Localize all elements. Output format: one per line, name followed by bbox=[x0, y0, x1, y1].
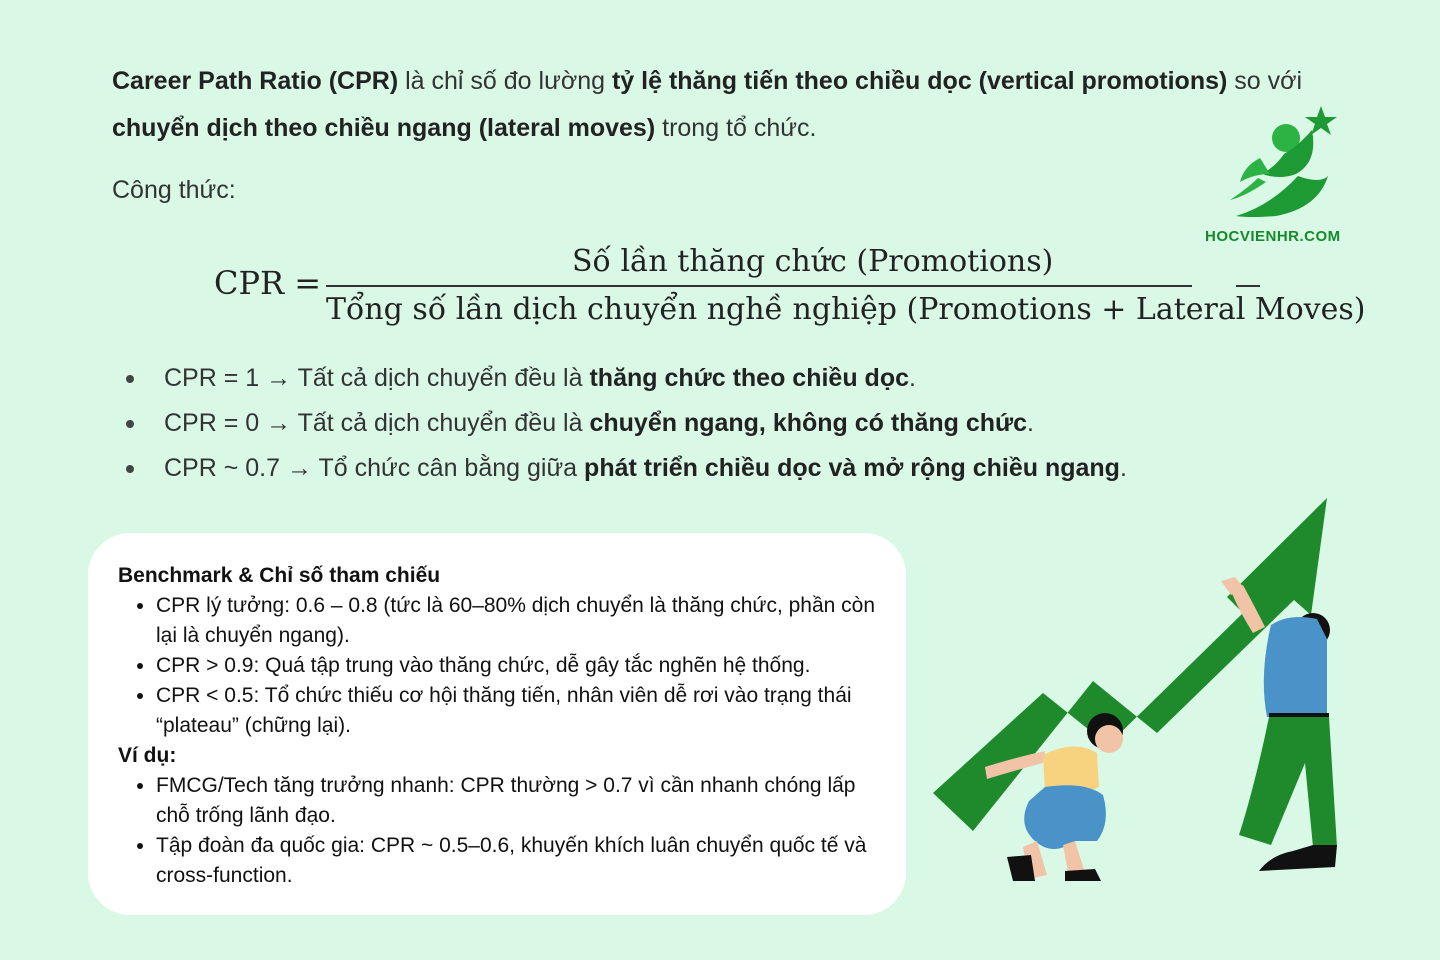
intro-vertical: tỷ lệ thăng tiến theo chiều dọc (vertical promotions) bbox=[611, 67, 1228, 95]
bullet-end: . bbox=[1119, 454, 1127, 482]
formula-lhs: CPR = bbox=[214, 264, 322, 302]
bullet-dot bbox=[126, 420, 134, 428]
card-content bbox=[118, 561, 878, 891]
bullet-end: . bbox=[909, 364, 916, 392]
fraction-bar bbox=[326, 285, 1192, 287]
list-item: • Tập đoàn đa quốc gia: CPR ~ 0.5–0.6, khuyến khích luân chuyển quốc tế và cross-function. bbox=[156, 831, 878, 891]
bullet-bold: chuyển ngang, không có thăng chức bbox=[589, 409, 1028, 437]
list-item bbox=[126, 446, 1127, 491]
bullet-bold: phát triển chiều dọc và mở rộng chiều ngang bbox=[584, 454, 1120, 482]
bullet-end: . bbox=[1027, 409, 1034, 437]
list-item: • FMCG/Tech tăng trưởng nhanh: CPR thường > 0.7 vì cần nhanh chóng lấp chỗ trống lãnh đạo. bbox=[156, 771, 878, 831]
intro-text: là chỉ số đo lường bbox=[398, 67, 612, 95]
growth-arrow-people-illustration bbox=[925, 495, 1345, 895]
list-item bbox=[126, 356, 1127, 401]
list-item: • CPR > 0.9: Quá tập trung vào thăng chức, dễ gây tắc nghẽn hệ thống. bbox=[156, 651, 878, 681]
formula-label: Công thức: bbox=[112, 176, 236, 204]
intro-term: Career Path Ratio (CPR) bbox=[112, 67, 399, 95]
formula-denominator: Tổng số lần dịch chuyển nghề nghiệp (Promotions + Lateral Moves) bbox=[326, 292, 1366, 327]
intro-lateral: chuyển dịch theo chiều ngang (lateral moves) bbox=[112, 114, 656, 142]
example-title: Ví dụ: bbox=[118, 744, 177, 767]
intro-text: trong tổ chức. bbox=[655, 114, 817, 142]
bullet-text: CPR ~ 0.7 → Tổ chức cân bằng giữa bbox=[164, 454, 585, 482]
example-list bbox=[118, 771, 878, 891]
bullet-bold: thăng chức theo chiều dọc bbox=[589, 364, 909, 392]
bullet-text: CPR = 1 → Tất cả dịch chuyển đều là bbox=[164, 364, 590, 392]
list-item bbox=[126, 401, 1127, 446]
cpr-formula bbox=[214, 244, 1366, 344]
formula-numerator: Số lần thăng chức (Promotions) bbox=[572, 244, 1054, 279]
list-item: • CPR < 0.5: Tổ chức thiếu cơ hội thăng tiến, nhân viên dễ rơi vào trạng thái “plateau” (chững lại). bbox=[156, 681, 878, 741]
bullet-text: CPR = 0 → Tất cả dịch chuyển đều là bbox=[164, 409, 590, 437]
benchmark-card bbox=[88, 533, 906, 915]
intro-paragraph bbox=[112, 58, 1312, 152]
intro-text: so với bbox=[1227, 67, 1303, 95]
cpr-bullet-list bbox=[126, 356, 1127, 491]
bullet-dot bbox=[126, 375, 134, 383]
benchmark-title: Benchmark & Chỉ số tham chiếu bbox=[118, 564, 441, 587]
list-item: • CPR lý tưởng: 0.6 – 0.8 (tức là 60–80% dịch chuyển là thăng chức, phần còn lại là chuyển ngang). bbox=[156, 591, 878, 651]
bullet-dot bbox=[126, 465, 134, 473]
benchmark-list bbox=[118, 591, 878, 741]
fraction-bar-tail bbox=[1236, 285, 1260, 287]
logo-text: HOCVIENHR.COM bbox=[1205, 228, 1341, 245]
